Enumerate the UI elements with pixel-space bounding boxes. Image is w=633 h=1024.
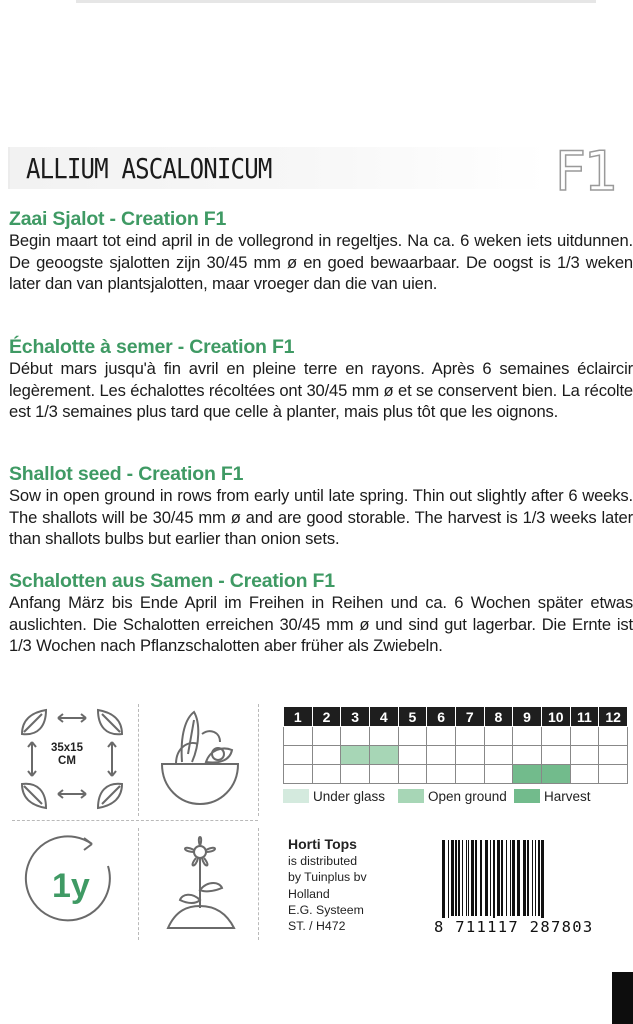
barcode-bar (510, 840, 511, 916)
latin-name: ALLIUM ASCALONICUM (26, 152, 272, 185)
section-dutch (9, 208, 633, 295)
calendar-cell-under-glass (341, 727, 370, 746)
barcode-bar (471, 840, 474, 916)
distributor-info (288, 835, 367, 934)
barcode-digits: 8 711117 287803 (434, 918, 594, 936)
barcode-bar (468, 840, 469, 916)
section-title-french: Échalotte à semer - Creation F1 (9, 336, 295, 358)
barcode-bar (480, 840, 482, 916)
calendar-cell-under-glass (312, 727, 341, 746)
barcode-bar (455, 840, 457, 916)
icon-divider (138, 704, 139, 816)
legend-label-under-glass: Under glass (313, 789, 386, 804)
calendar-month-1: 1 (284, 707, 313, 727)
legend-swatch-harvest (514, 789, 540, 803)
calendar-cell-under-glass (570, 727, 599, 746)
calendar-cell-harvest (599, 765, 628, 784)
barcode (438, 840, 628, 930)
barcode-bar (442, 840, 445, 924)
calendar-month-12: 12 (599, 707, 628, 727)
section-title-dutch: Zaai Sjalot - Creation F1 (9, 208, 227, 230)
section-body-french: Début mars jusqu'à fin avril en pleine terre en rayons. Après 6 semaines éclaircir legèrement. Les échalottes récoltées ont 30/45 mm ø et se conservent bien. La récolte est 1/3 semaines plus tard que celle à planter, mais plus tôt que les oignons. (9, 359, 633, 421)
barcode-bar (490, 840, 491, 916)
barcode-bar (538, 840, 540, 916)
calendar-cell-open-ground (427, 746, 456, 765)
calendar-cell-open-ground (312, 746, 341, 765)
calendar-month-7: 7 (455, 707, 484, 727)
top-divider (76, 0, 596, 3)
sowing-calendar (283, 706, 628, 784)
section-german (9, 570, 633, 657)
calendar-month-10: 10 (541, 707, 570, 727)
seedling-mound-icon (146, 830, 252, 942)
legend-swatch-under-glass (283, 789, 309, 803)
icon-divider (138, 828, 139, 940)
barcode-bar (485, 840, 488, 916)
section-english (9, 463, 633, 550)
calendar-row-under-glass (284, 727, 628, 746)
section-body-dutch: Begin maart tot eind april in de vollegrond in regeltjes. Na ca. 6 weken iets uitdunnen. De geoogste sjalotten zijn 30/45 mm ø en goed bewaarbaar. De oogst is 1/3 weken later dan van plantsjalotten, maar vroeger dan die van uien. (9, 231, 633, 293)
barcode-bar (541, 840, 544, 924)
calendar-month-9: 9 (513, 707, 542, 727)
legend-label-harvest: Harvest (544, 789, 591, 804)
calendar-cell-under-glass (541, 727, 570, 746)
section-french (9, 336, 633, 423)
calendar-cell-harvest (484, 765, 513, 784)
calendar-month-3: 3 (341, 707, 370, 727)
barcode-bar (462, 840, 463, 916)
barcode-bar (527, 840, 529, 916)
calendar-cell-harvest (513, 765, 542, 784)
calendar-cell-open-ground (541, 746, 570, 765)
section-title-german: Schalotten aus Samen - Creation F1 (9, 570, 335, 592)
barcode-bar (448, 840, 449, 924)
calendar-month-8: 8 (484, 707, 513, 727)
calendar-cell-open-ground (455, 746, 484, 765)
calendar-cell-open-ground (398, 746, 427, 765)
calendar-cell-open-ground (484, 746, 513, 765)
distributor-line: E.G. Systeem (288, 902, 364, 917)
barcode-bar (532, 840, 533, 916)
distributor-line: is distributed (288, 854, 358, 868)
calendar-row-open-ground (284, 746, 628, 765)
barcode-bar (517, 840, 520, 916)
calendar-row-harvest (284, 765, 628, 784)
legend-swatch-open-ground (398, 789, 424, 803)
barcode-bar (475, 840, 477, 916)
calendar-cell-open-ground (284, 746, 313, 765)
barcode-bar (451, 840, 454, 916)
distributor-line: by Tuinplus bv (288, 870, 367, 885)
calendar-cell-open-ground (369, 746, 398, 765)
calendar-cell-open-ground (513, 746, 542, 765)
calendar-cell-under-glass (369, 727, 398, 746)
spacing-label (44, 742, 90, 768)
section-body-german: Anfang März bis Ende April im Freihen in Reihen und ca. 6 Wochen später etwas auslichten. Die Schalotten erreichen 30/45 mm ø und sind gut lagerbar. Die Ernte ist 1/3 Wochen nach Pflanzschalotten aber früher als Zwiebeln. (9, 593, 633, 655)
section-body-english: Sow in open ground in rows from early until late spring. Thin out slightly after 6 weeks. The shallots will be 30/45 mm ø and are good storable. The harvest is 1/3 weeks later than shallots bulbs but earlier than onion sets. (9, 486, 633, 548)
calendar-cell-open-ground (599, 746, 628, 765)
calendar-month-11: 11 (570, 707, 599, 727)
calendar-cell-harvest (455, 765, 484, 784)
barcode-bar (497, 840, 500, 916)
section-title-english: Shallot seed - Creation F1 (9, 463, 244, 485)
edge-marker (612, 972, 633, 1024)
icon-divider (258, 704, 259, 816)
legend-label-open-ground: Open ground (428, 789, 507, 804)
calendar-cell-harvest (570, 765, 599, 784)
calendar-cell-harvest (398, 765, 427, 784)
calendar-cell-harvest (284, 765, 313, 784)
calendar-cell-harvest (541, 765, 570, 784)
barcode-bar (535, 840, 536, 916)
barcode-bar (501, 840, 503, 916)
spacing-value: 35x15 (51, 742, 83, 754)
calendar-month-6: 6 (427, 707, 456, 727)
calendar-cell-harvest (427, 765, 456, 784)
calendar-cell-harvest (341, 765, 370, 784)
barcode-bar (512, 840, 515, 916)
barcode-bar (458, 840, 460, 916)
calendar-month-4: 4 (369, 707, 398, 727)
calendar-cell-under-glass (513, 727, 542, 746)
barcode-bar (466, 840, 467, 916)
barcode-bar (523, 840, 526, 916)
calendar-cell-under-glass (484, 727, 513, 746)
calendar-cell-harvest (369, 765, 398, 784)
calendar-header-row (284, 707, 628, 727)
distributor-line: Holland (288, 886, 330, 901)
harvest-bowl-icon (146, 704, 252, 816)
f1-badge: F1 (555, 140, 617, 203)
barcode-bar (493, 840, 495, 924)
calendar-cell-under-glass (455, 727, 484, 746)
calendar-cell-under-glass (398, 727, 427, 746)
calendar-cell-under-glass (599, 727, 628, 746)
calendar-cell-under-glass (427, 727, 456, 746)
calendar-month-5: 5 (398, 707, 427, 727)
calendar-cell-open-ground (570, 746, 599, 765)
calendar-cell-harvest (312, 765, 341, 784)
spacing-unit: CM (58, 755, 76, 767)
brand-name: Horti Tops (288, 836, 357, 852)
lifecycle-label: 1y (52, 867, 90, 905)
icon-divider (258, 828, 259, 940)
calendar-cell-open-ground (341, 746, 370, 765)
distributor-line: ST. / H472 (288, 919, 346, 934)
barcode-bar (506, 840, 507, 916)
calendar-month-2: 2 (312, 707, 341, 727)
calendar-cell-under-glass (284, 727, 313, 746)
icon-divider (12, 820, 258, 821)
latin-name-band (8, 147, 548, 189)
